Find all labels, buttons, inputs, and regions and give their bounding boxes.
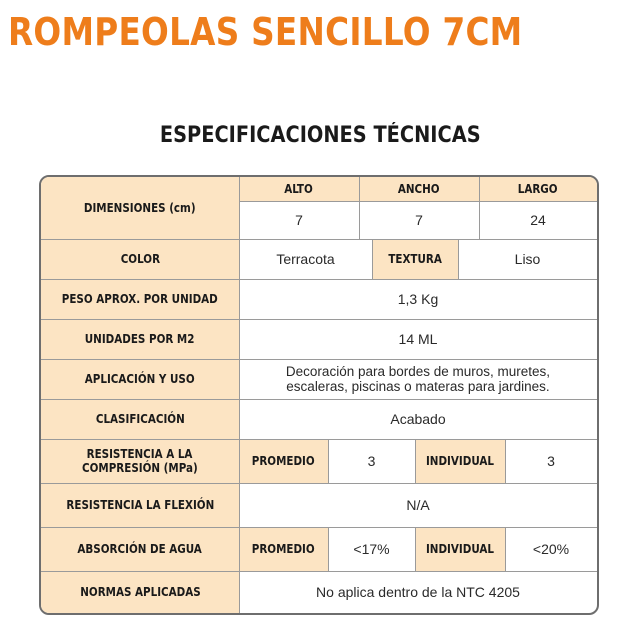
grid-line xyxy=(415,439,416,483)
aplicacion-line-1: Decoración para bordes de muros, muretes, xyxy=(285,364,551,379)
grid-line xyxy=(41,359,597,360)
grid-line xyxy=(41,571,597,572)
absorcion-label: ABSORCIÓN DE AGUA xyxy=(41,527,239,571)
grid-line xyxy=(41,483,597,484)
grid-line xyxy=(41,399,597,400)
color-label: COLOR xyxy=(41,239,239,279)
absorcion-promedio-label: PROMEDIO xyxy=(239,527,328,571)
grid-line xyxy=(41,319,597,320)
grid-line xyxy=(479,177,480,239)
grid-line xyxy=(372,239,373,279)
absorcion-individual-label: INDIVIDUAL xyxy=(415,527,505,571)
alto-header: ALTO xyxy=(239,177,359,201)
unidades-value: 14 ML xyxy=(398,331,438,347)
section-title: ESPECIFICACIONES TÉCNICAS xyxy=(159,123,481,148)
unidades-label: UNIDADES POR M2 xyxy=(41,319,239,359)
textura-label: TEXTURA xyxy=(372,239,458,279)
grid-line xyxy=(458,239,459,279)
alto-value: 7 xyxy=(239,201,359,239)
specifications-table xyxy=(39,175,599,615)
aplicacion-line-2: escaleras, piscinas o materas para jardines. xyxy=(286,379,550,394)
ancho-value: 7 xyxy=(359,201,479,239)
ancho-header: ANCHO xyxy=(359,177,479,201)
largo-value: 24 xyxy=(479,201,597,239)
absorcion-individual-value: <20% xyxy=(532,541,570,557)
product-title: ROMPEOLAS SENCILLO 7CM xyxy=(8,10,523,54)
grid-line xyxy=(359,177,360,239)
grid-line xyxy=(41,239,597,240)
resistencia-flexion-value: N/A xyxy=(406,497,430,513)
grid-line xyxy=(505,439,506,483)
resistencia-flexion-label: RESISTENCIA LA FLEXIÓN xyxy=(41,483,239,527)
compresion-individual-label: INDIVIDUAL xyxy=(415,439,505,483)
absorcion-promedio-value: <17% xyxy=(353,541,390,557)
normas-label: NORMAS APLICADAS xyxy=(41,571,239,613)
grid-line xyxy=(328,439,329,483)
grid-line xyxy=(239,201,597,202)
textura-value: Liso xyxy=(514,251,541,267)
clasificacion-value: Acabado xyxy=(390,411,446,427)
clasificacion-label: CLASIFICACIÓN xyxy=(41,399,239,439)
compresion-promedio-label: PROMEDIO xyxy=(239,439,328,483)
compresion-promedio-value: 3 xyxy=(367,453,376,469)
grid-line xyxy=(41,439,597,440)
aplicacion-label: APLICACIÓN Y USO xyxy=(41,359,239,399)
grid-line xyxy=(41,279,597,280)
compresion-individual-value: 3 xyxy=(547,453,555,469)
aplicacion-value xyxy=(239,359,597,399)
normas-value: No aplica dentro de la NTC 4205 xyxy=(316,584,520,600)
grid-line xyxy=(239,177,240,615)
color-value: Terracota xyxy=(276,251,335,267)
resistencia-compresion-label: RESISTENCIA A LA COMPRESIÓN (MPa) xyxy=(41,439,239,483)
grid-line xyxy=(328,527,329,571)
peso-label: PESO APROX. POR UNIDAD xyxy=(41,279,239,319)
grid-line xyxy=(41,527,597,528)
dimensiones-label: DIMENSIONES (cm) xyxy=(41,177,239,239)
peso-value: 1,3 Kg xyxy=(397,291,439,307)
largo-header: LARGO xyxy=(479,177,597,201)
grid-line xyxy=(505,527,506,571)
grid-line xyxy=(415,527,416,571)
